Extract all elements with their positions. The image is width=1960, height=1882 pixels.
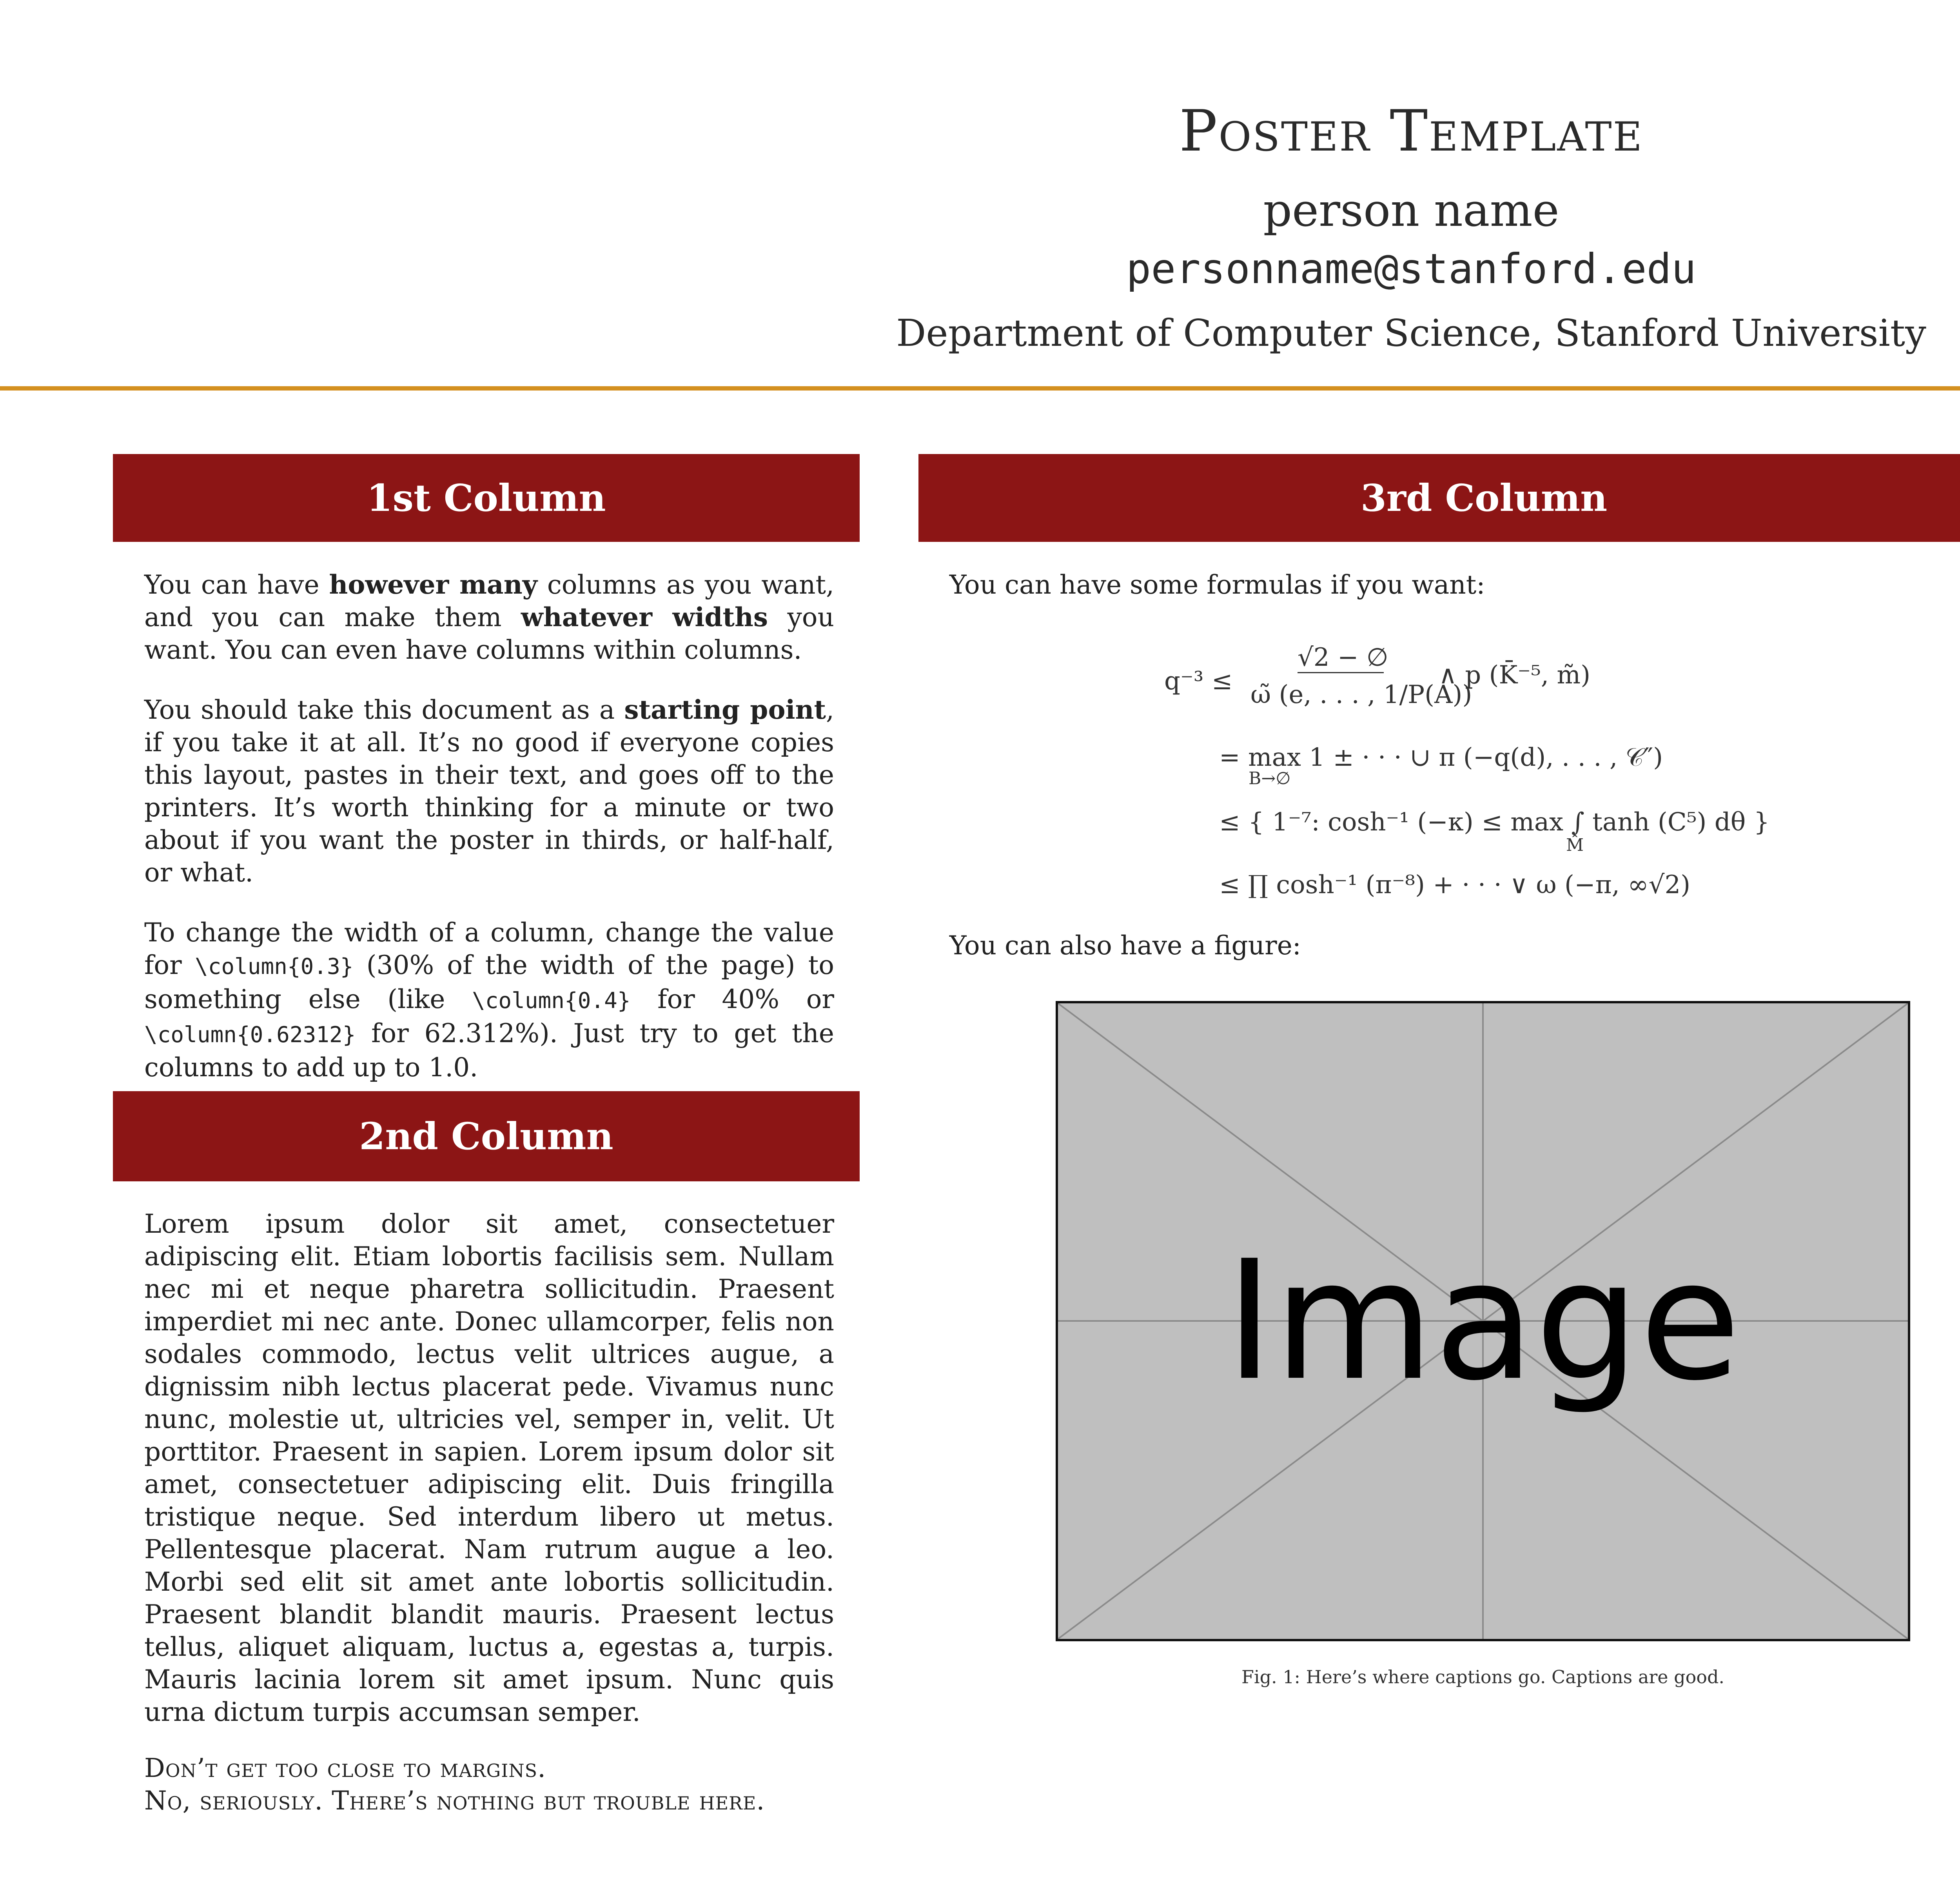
- department: Department of Computer Science, Stanford University: [896, 312, 1926, 355]
- header-rule: [0, 386, 1960, 391]
- poster-title: Poster Template: [1179, 98, 1643, 164]
- margin-warning-1: Don’t get too close to margins.: [144, 1753, 546, 1783]
- formula-line-3: ≤ { 1⁻⁷: cosh⁻¹ (−κ) ≤ max ∫ tanh (C⁵) dθ }: [1219, 808, 1770, 837]
- poster-header: [0, 0, 1960, 388]
- formula-line-1-lhs: q⁻³ ≤: [1164, 667, 1233, 696]
- figure-caption: Fig. 1: Here’s where captions go. Captions are good.: [1241, 1666, 1725, 1688]
- col3-heading: 3rd Column: [918, 454, 1960, 542]
- col1-paragraph-1: You can have however many columns as you want, and you can make them whatever widths you want. You can even have columns within columns.: [144, 569, 834, 665]
- lorem-paragraph: Lorem ipsum dolor sit amet, consectetuer adipiscing elit. Etiam lobortis facilisis sem. Nullam nec mi et neque pharetra sollicitudin. Praesent imperdiet mi nec ante. Donec ullamcorper, felis non sodales commodo, lectus velit ultrices augue, a dignissim nibh lectus placerat pede. Vivamus nunc nunc, molestie ut, ultricies vel, semper in, velit. Ut porttitor. Praesent in sapien. Lorem ipsum dolor sit amet, consectetuer adipiscing elit. Duis fringilla tristique neque. Sed interdum libero ut metus. Pellentesque placerat. Nam rutrum augue a leo. Morbi sed elit sit amet ante lobortis sollicitudin. Praesent blandit blandit mauris. Praesent lectus tellus, aliquet aliquam, luctus a, egestas a, turpis. Mauris lacinia lorem sit amet ipsum. Nunc quis urna dictum turpis accumsan semper.: [144, 1209, 834, 1727]
- author-name: person name: [1263, 184, 1559, 237]
- formula-line-1-numerator: √2 − ∅: [1298, 643, 1384, 673]
- col1-heading: 1st Column: [113, 454, 860, 542]
- col1-body: [144, 569, 834, 1111]
- col1-paragraph-2: You should take this document as a starting point, if you take it at all. It’s no good if everyone copies this layout, pastes in their text, and goes off to the printers. It’s worth thinking for a minute or two about if you want the poster in thirds, or half-half, or what.: [144, 694, 834, 888]
- figure-intro: You can also have a figure:: [949, 930, 1301, 961]
- placeholder-figure: [1056, 1001, 1910, 1641]
- formula-line-1-denominator: ω̃ (e, . . . , 1/P(A)): [1250, 680, 1472, 709]
- formula-block: [1164, 643, 1831, 917]
- col2-heading: 2nd Column: [113, 1091, 860, 1181]
- formula-line-2-sub: B→∅: [1249, 768, 1291, 788]
- col2-body: [144, 1208, 834, 1817]
- author-email: personname@stanford.edu: [1126, 245, 1696, 293]
- formula-line-3-sub: M̂: [1566, 835, 1584, 855]
- col1-paragraph-3: To change the width of a column, change the value for \column{0.3} (30% of the width of the page) to something else (like \column{0.4} for 40% or \column{0.62312} for 62.312%). Just try to get the columns to add up to 1.0.: [144, 917, 834, 1083]
- formula-line-1-rhs: ∧ p (K̄⁻⁵, m̃): [1439, 661, 1591, 690]
- formula-intro: You can have some formulas if you want:: [949, 570, 1485, 600]
- formula-line-2: = max 1 ± · · · ∪ π (−q(d), . . . , 𝒞″): [1219, 743, 1663, 772]
- figure-image-label: Image: [1225, 1225, 1741, 1417]
- margin-warning-2: No, seriously. There’s nothing but trouble here.: [144, 1786, 765, 1816]
- formula-line-4: ≤ ∏ cosh⁻¹ (π⁻⁸) + · · · ∨ ω (−π, ∞√2): [1219, 870, 1691, 899]
